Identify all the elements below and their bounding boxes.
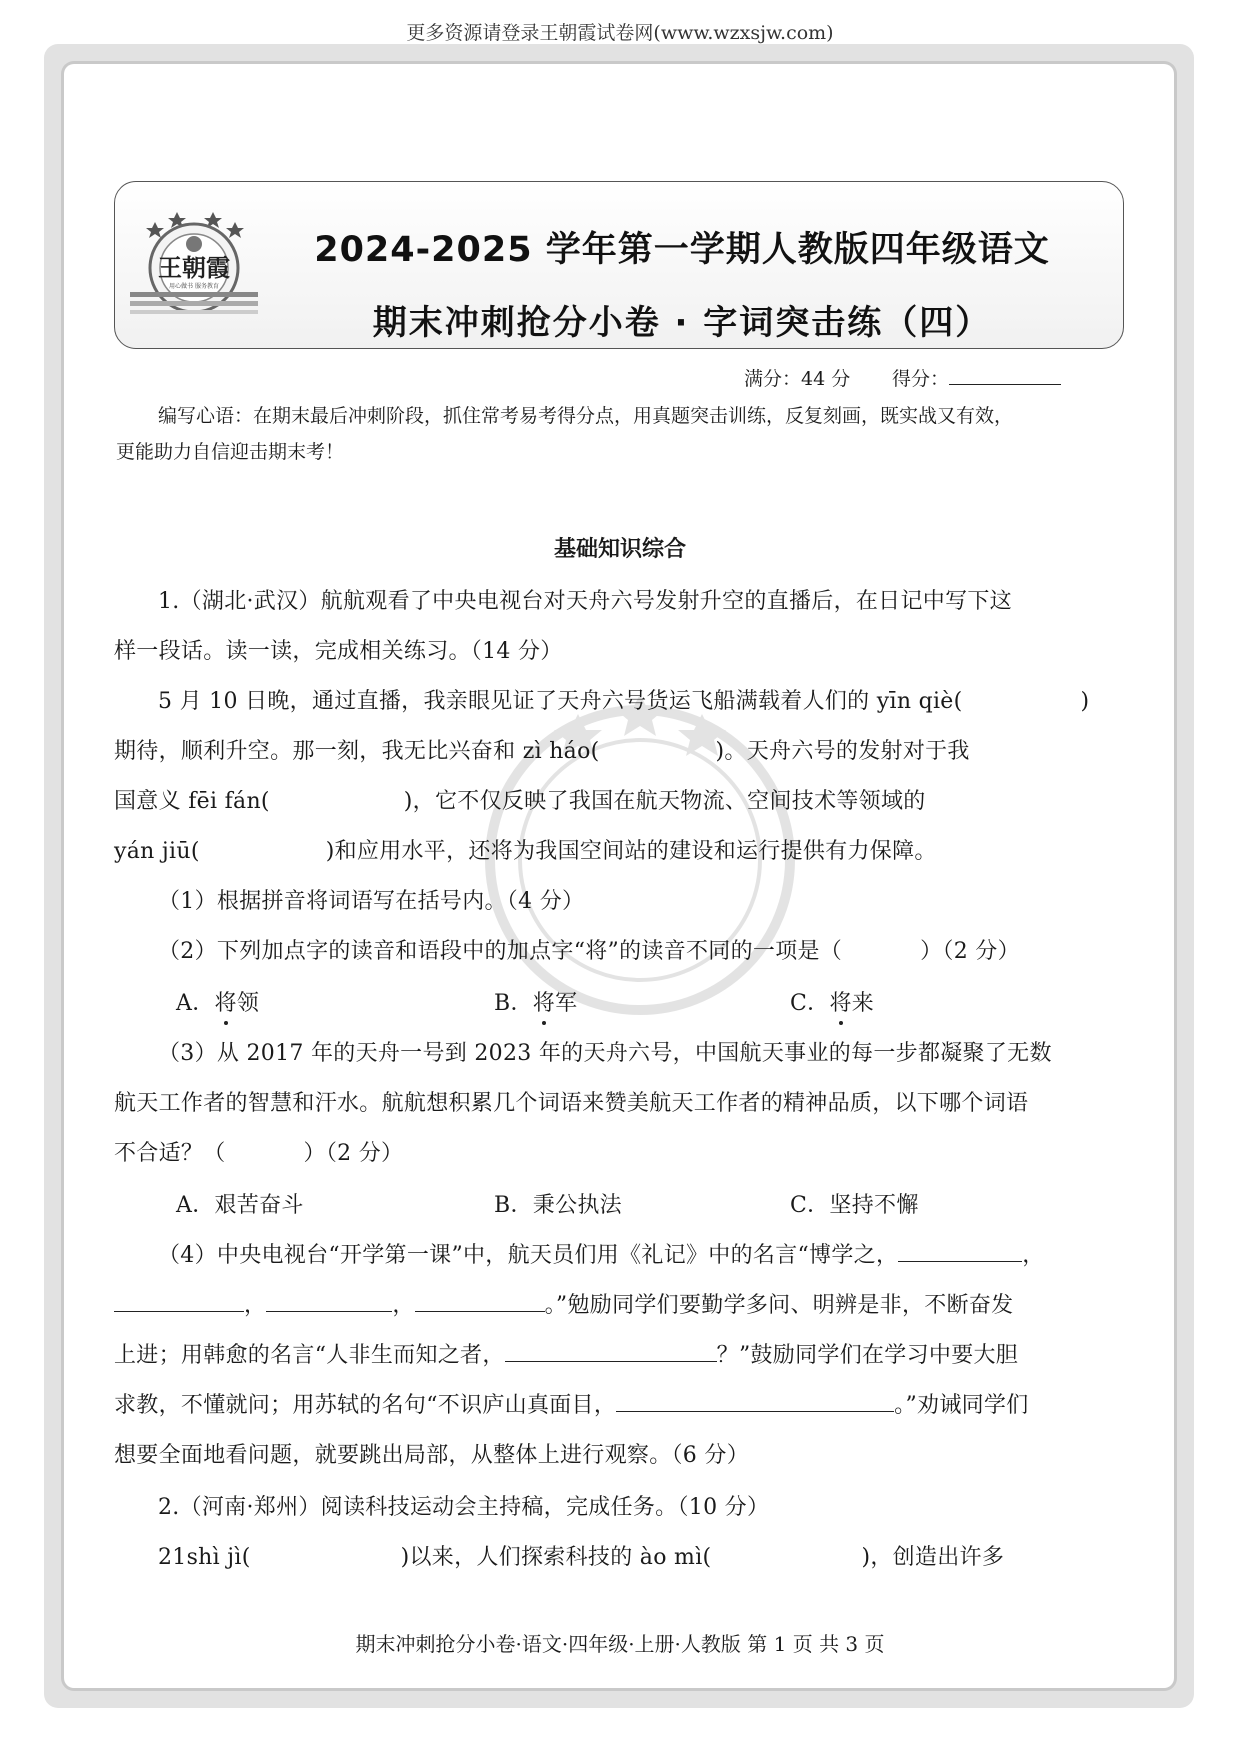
- option-a-dotted-char: 将: [215, 986, 237, 1017]
- fill-blank-3[interactable]: [266, 1291, 392, 1312]
- q1-sub2-text: （2）下列加点字的读音和语段中的加点字“将”的读音不同的一项是（: [158, 939, 843, 964]
- header-note[interactable]: 更多资源请登录王朝霞试卷网(www.wzxsjw.com): [406, 22, 834, 44]
- q1-sub2-option-c[interactable]: [790, 986, 874, 1017]
- q1-sub3-option-a[interactable]: A．艰苦奋斗: [176, 1193, 304, 1218]
- option-c-prefix: C．: [790, 991, 830, 1016]
- intro-line-1: 编写心语：在期末最后冲刺阶段，抓住常考易考得分点，用真题突击训练，反复刻画，既实战又有效，: [158, 405, 1014, 427]
- q1-sub4-sep-1: ，: [244, 1293, 267, 1318]
- full-score-label: 满分：44 分: [744, 368, 851, 390]
- q1-sub4-line-4-text: 求教，不懂就问；用苏轼的名句“不识庐山真面目，: [114, 1393, 617, 1418]
- option-b-prefix: B．: [494, 991, 533, 1016]
- q1-sub4-line-3: [114, 1338, 1018, 1369]
- option-c-char: 来: [851, 991, 875, 1016]
- q1-sub3-line-2: 航天工作者的智慧和汗水。航航想积累几个词语来赞美航天工作者的精神品质，以下哪个词语: [114, 1091, 1029, 1116]
- q1-passage-line-3-rest: )，它不仅反映了我国在航天物流、空间技术等领域的: [403, 789, 926, 814]
- q1-sub4-line-1-text: （4）中央电视台“开学第一课”中，航天员们用《礼记》中的名言“博学之，: [158, 1243, 899, 1268]
- q1-passage-line-4: [114, 834, 937, 865]
- q1-passage-line-3-text: 国意义 fēi fán(: [114, 789, 270, 814]
- q1-sub4-line-3-end: ？”鼓励同学们在学习中要大胆: [716, 1343, 1019, 1368]
- q1-sub3-line-3-text: 不合适？（: [114, 1141, 226, 1166]
- score-label: [892, 364, 1061, 391]
- q1-sub4-line-3-text: 上进；用韩愈的名言“人非生而知之者，: [114, 1343, 505, 1368]
- q1-stem-line-2: 样一段话。读一读，完成相关练习。（14 分）: [114, 639, 563, 664]
- q1-passage-line-1-close: ): [1080, 689, 1090, 714]
- q1-passage-line-2-text: 期待，顺利升空。那一刻，我无比兴奋和 zì háo(: [114, 739, 600, 764]
- page-footer: 期末冲刺抢分小卷·语文·四年级·上册·人教版 第 1 页 共 3 页: [355, 1632, 885, 1656]
- q1-sub3-option-b[interactable]: B．秉公执法: [494, 1193, 622, 1218]
- option-a-char: 领: [236, 991, 260, 1016]
- fill-blank-2[interactable]: [114, 1291, 244, 1312]
- q1-sub4-line-4-end: 。”劝诫同学们: [894, 1393, 1029, 1418]
- q1-passage-line-1-text: 5 月 10 日晚，通过直播，我亲眼见证了天舟六号货运飞船满载着人们的 yīn qiè(: [158, 689, 963, 714]
- fill-blank-4[interactable]: [415, 1291, 545, 1312]
- q1-passage-line-3: [114, 784, 926, 815]
- q1-sub4-line-5: 想要全面地看问题，就要跳出局部，从整体上进行观察。（6 分）: [114, 1443, 749, 1468]
- q1-sub3-line-1: （3）从 2017 年的天舟一号到 2023 年的天舟六号，中国航天事业的每一步都凝聚了无数: [158, 1041, 1052, 1066]
- q1-sub2-score: ）（2 分）: [920, 939, 1020, 964]
- q1-sub4-line-4: [114, 1388, 1029, 1419]
- q2-passage-line-1: [158, 1540, 1004, 1571]
- q1-passage-line-1: [158, 684, 1089, 715]
- q1-sub2-option-b[interactable]: [494, 986, 577, 1017]
- q1-sub4-line-2: [114, 1288, 1013, 1319]
- q1-sub4-sep-2: ，: [392, 1293, 415, 1318]
- q2-passage-text-a: 21shì jì(: [158, 1545, 251, 1570]
- fill-blank-1[interactable]: [898, 1241, 1022, 1262]
- option-b-char: 军: [555, 991, 578, 1016]
- q1-passage-line-2-rest: )。天舟六号的发射对于我: [715, 739, 970, 764]
- q2-passage-text-b: )以来，人们探索科技的 ào mì(: [400, 1545, 712, 1570]
- q1-sub3-line-3: [114, 1136, 403, 1167]
- logo-name: 王朝霞: [158, 253, 230, 282]
- option-a-prefix: A．: [176, 991, 215, 1016]
- option-c-dotted-char: 将: [829, 986, 851, 1017]
- q1-sub4-line-1-end: ，: [1022, 1243, 1045, 1268]
- title-line-1: 2024-2025 学年第一学期人教版四年级语文: [314, 230, 1050, 270]
- q1-sub4-line-1: [158, 1238, 1045, 1269]
- option-b-dotted-char: 将: [533, 986, 555, 1017]
- q1-sub3-score: ）（2 分）: [303, 1141, 404, 1166]
- title-line-2: 期末冲刺抢分小卷 · 字词突击练（四）: [372, 303, 992, 343]
- q1-sub2-option-a[interactable]: [176, 986, 259, 1017]
- fill-blank-6[interactable]: [616, 1391, 894, 1412]
- q1-sub4-line-2-end: 。”勉励同学们要勤学多问、明辨是非，不断奋发: [544, 1293, 1014, 1318]
- logo-motto: 用心做书 服务教育: [169, 283, 219, 290]
- q2-passage-text-c: )，创造出许多: [861, 1545, 1005, 1570]
- q1-passage-line-2: [114, 734, 970, 765]
- publisher-logo-icon: [126, 208, 262, 326]
- q1-sub1: （1）根据拼音将词语写在括号内。（4 分）: [158, 889, 585, 914]
- q1-stem-line-1: 1.（湖北·武汉）航航观看了中央电视台对天舟六号发射升空的直播后，在日记中写下这: [158, 589, 1012, 614]
- score-label-text: 得分：: [892, 368, 950, 390]
- q2-stem: 2.（河南·郑州）阅读科技运动会主持稿，完成任务。（10 分）: [158, 1495, 770, 1520]
- section-title: 基础知识综合: [553, 537, 686, 562]
- q1-passage-line-4-text: yán jiū(: [114, 839, 200, 864]
- q1-sub3-option-c[interactable]: C．坚持不懈: [790, 1193, 919, 1218]
- fill-blank-5[interactable]: [505, 1341, 717, 1362]
- q1-passage-line-4-rest: )和应用水平，还将为我国空间站的建设和运行提供有力保障。: [325, 839, 937, 864]
- intro-line-2: 更能助力自信迎击期末考！: [116, 441, 345, 463]
- score-blank[interactable]: [949, 364, 1061, 385]
- q1-sub2: [158, 934, 1020, 965]
